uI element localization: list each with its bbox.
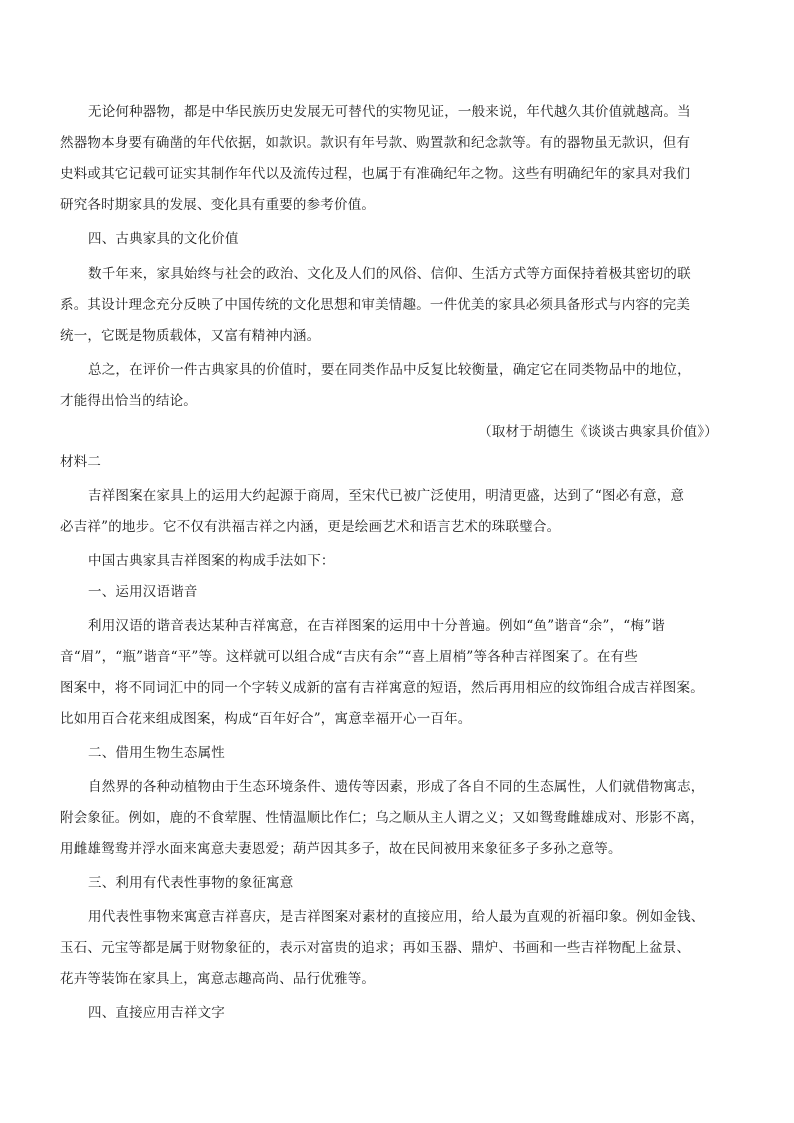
paragraph-line: 总之，在评价一件古典家具的价值时，要在同类作品中反复比较衡量，确定它在同类物品中的地位， [88, 362, 691, 378]
paragraph-line: 音“眉”，“瓶”谐音“平”等。这样就可以组合成“吉庆有余”“喜上眉梢”等各种吉祥图案了。在有些 [60, 649, 638, 665]
paragraph-line: 花卉等装饰在家具上，寓意志趣高尚、品行优雅等。 [60, 971, 376, 987]
paragraph-line: 然器物本身要有确凿的年代依据，如款识。款识有年号款、购置款和纪念款等。有的器物虽无款识，但有 [60, 135, 691, 151]
paragraph-line: 图案中，将不同词汇中的同一个字转义成新的富有吉祥寓意的短语，然后再用相应的纹饰组合成吉祥图案。 [60, 680, 704, 696]
paragraph-line: 数千年来，家具始终与社会的政治、文化及人们的风俗、信仰、生活方式等方面保持着极其密切的联 [88, 266, 691, 282]
paragraph-line: 用雌雄鸳鸯并浮水面来寓意夫妻恩爱；葫芦因其多子，故在民间被用来象征多子多孙之意等。 [60, 841, 622, 857]
paragraph-line: 才能得出恰当的结论。 [60, 393, 197, 409]
paragraph-line: 自然界的各种动植物由于生态环境条件、遗传等因素，形成了各自不同的生态属性，人们就借物寓志， [88, 779, 705, 795]
section-heading: 四、直接应用吉祥文字 [88, 1005, 225, 1021]
paragraph-line: 玉石、元宝等都是属于财物象征的，表示对富贵的追求；再如玉器、鼎炉、书画和一些吉祥物配上盆景、 [60, 940, 691, 956]
paragraph-line: 中国古典家具吉祥图案的构成手法如下： [88, 553, 335, 569]
paragraph-line: 必吉祥”的地步。它不仅有洪福吉祥之内涵，更是绘画艺术和语言艺术的珠联璧合。 [60, 519, 561, 535]
paragraph-line: 无论何种器物，都是中华民族历史发展无可替代的实物见证，一般来说，年代越久其价值就越高。当 [88, 104, 691, 120]
section-heading: 三、利用有代表性事物的象征寓意 [88, 875, 294, 891]
source-citation: （取材于胡德生《谈谈古典家具价值》） [478, 424, 718, 440]
paragraph-line: 利用汉语的谐音表达某种吉祥寓意，在吉祥图案的运用中十分普遍。例如“鱼”谐音“余”，“梅”谐 [88, 618, 665, 634]
material-label: 材料二 [60, 454, 102, 470]
section-heading: 一、运用汉语谐音 [88, 584, 198, 600]
section-heading: 四、古典家具的文化价值 [88, 231, 239, 247]
paragraph-line: 系。其设计理念充分反映了中国传统的文化思想和审美情趣。一件优美的家具必须具备形式与内容的完美 [60, 297, 691, 313]
paragraph-line: 用代表性事物来寓意吉祥喜庆，是吉祥图案对素材的直接应用，给人最为直观的祈福印象。例如金钱、 [88, 909, 705, 925]
paragraph-line: 统一，它既是物质载体，又富有精神内涵。 [60, 328, 321, 344]
paragraph-line: 比如用百合花来组成图案，构成“百年好合”，寓意幸福开心一百年。 [60, 711, 472, 727]
paragraph-line: 附会象征。例如，鹿的不食荤腥、性情温顺比作仁；乌之顺从主人谓之义；又如鸳鸯雌雄成对、形影不离， [60, 810, 704, 826]
paragraph-line: 研究各时期家具的发展、变化具有重要的参考价值。 [60, 197, 376, 213]
paragraph-line: 吉祥图案在家具上的运用大约起源于商周，至宋代已被广泛使用，明清更盛，达到了“图必有意，意 [88, 488, 685, 504]
section-heading: 二、借用生物生态属性 [88, 745, 225, 761]
paragraph-line: 史料或其它记载可证实其制作年代以及流传过程，也属于有准确纪年之物。这些有明确纪年的家具对我们 [60, 166, 691, 182]
